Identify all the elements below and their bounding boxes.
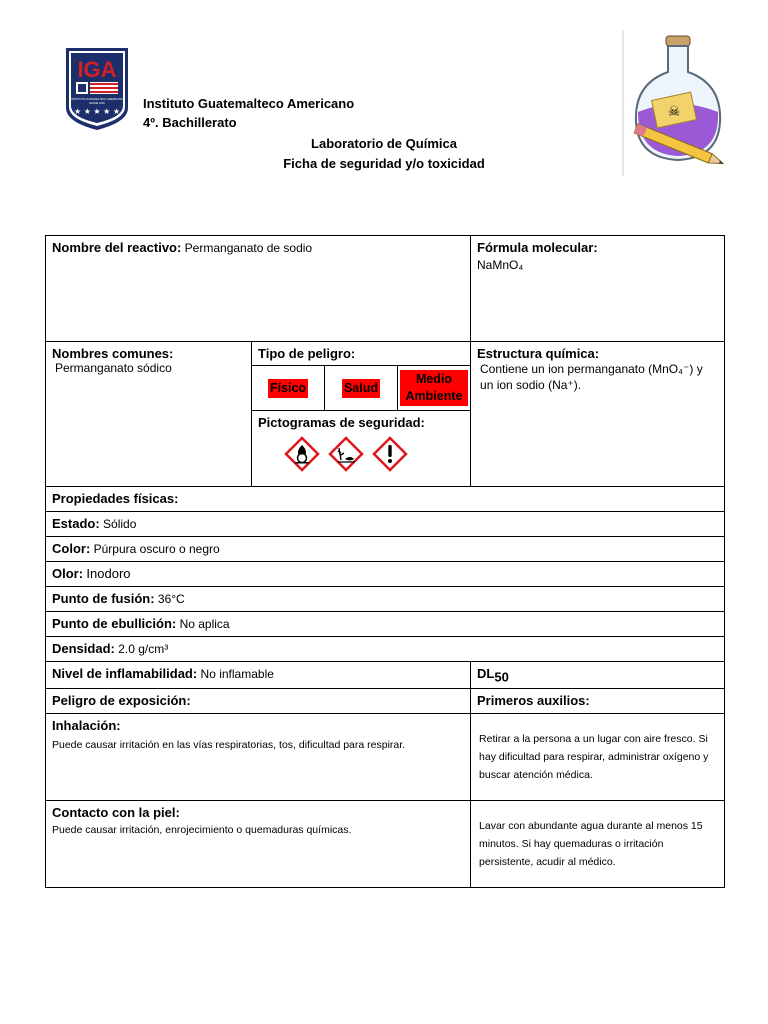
odor-value: Inodoro [86, 566, 131, 581]
exclamation-icon [372, 436, 408, 472]
flask-illustration [622, 30, 738, 176]
structure-value: Contiene un ion permanganato (MnO₄⁻) y un ion sodio (Na⁺). [480, 362, 703, 392]
boiling-row [46, 612, 725, 637]
common-names-label: Nombres comunes: [52, 346, 174, 361]
structure-cell [471, 342, 725, 487]
logo-year: DESDE 1945 [89, 102, 105, 105]
color-value: Púrpura oscuro o negro [93, 542, 220, 556]
dl50-cell [471, 662, 725, 689]
skin-contact-label: Contacto con la piel: [52, 805, 180, 821]
inhalation-cell [46, 714, 471, 801]
exposure-title: Peligro de exposición: [52, 693, 191, 709]
properties-title: Propiedades físicas: [52, 491, 179, 506]
hazard-environment: Medio Ambiente [400, 370, 468, 406]
skin-contact-cell [46, 801, 471, 888]
skin-aid: Lavar con abundante agua durante al menos 15 minutos. Si hay quemaduras o irritación persistente, acudir al médico. [479, 820, 703, 869]
inhalation-label: Inhalación: [52, 718, 121, 734]
melting-label: Punto de fusión: [52, 591, 155, 606]
common-names-value: Permanganato sódico [55, 361, 172, 375]
exposure-title-cell [46, 689, 471, 714]
dl50-subscript: 50 [494, 669, 509, 685]
logo-text: IGA [77, 57, 117, 82]
institution-name: Instituto Guatemalteco Americano [143, 96, 355, 111]
odor-row [46, 562, 725, 587]
formula-cell [471, 236, 725, 342]
hazard-type-label: Tipo de peligro: [258, 346, 356, 361]
state-value: Sólido [103, 517, 137, 531]
skin-contact-value: Puede causar irritación, enrojecimiento o quemaduras químicas. [52, 824, 352, 837]
odor-label: Olor: [52, 566, 84, 581]
formula-value: NaMnO₄ [477, 258, 524, 272]
hazard-cell [252, 342, 471, 487]
melting-row [46, 587, 725, 612]
logo-subtext: INSTITUTO GUATEMALTECO AMERICANO [71, 98, 123, 101]
density-row [46, 637, 725, 662]
safety-sheet-table [45, 235, 725, 888]
flammability-value: No inflamable [200, 667, 274, 681]
boiling-value: No aplica [179, 617, 230, 631]
color-label: Color: [52, 541, 91, 556]
environment-icon [328, 436, 364, 472]
inhalation-value: Puede causar irritación en las vías respiratorias, tos, dificultad para respirar. [52, 739, 406, 752]
flammability-row [46, 662, 471, 689]
reagent-name-value: Permanganato de sodio [184, 241, 313, 255]
hazard-physical: Físico [268, 379, 308, 398]
color-row [46, 537, 725, 562]
first-aid-title: Primeros auxilios: [477, 693, 590, 709]
svg-text:☠: ☠ [667, 104, 681, 120]
skin-aid-cell [471, 801, 725, 888]
formula-label: Fórmula molecular: [477, 240, 598, 255]
hazard-health: Salud [342, 379, 380, 398]
state-row [46, 512, 725, 537]
dl50-label: DL [477, 666, 495, 681]
boiling-label: Punto de ebullición: [52, 616, 177, 631]
flame-over-circle-icon [284, 436, 320, 472]
reagent-name-label: Nombre del reactivo: [52, 240, 182, 255]
density-label: Densidad: [52, 641, 115, 656]
density-value: 2.0 g/cm³ [118, 642, 169, 656]
sheet-title: Ficha de seguridad y/o toxicidad [283, 156, 485, 171]
first-aid-title-cell [471, 689, 725, 714]
flammability-label: Nivel de inflamabilidad: [52, 666, 198, 681]
structure-label: Estructura química: [477, 346, 600, 361]
svg-text:★ ★ ★ ★ ★: ★ ★ ★ ★ ★ [73, 107, 121, 116]
inhalation-aid: Retirar a la persona a un lugar con aire fresco. Si hay dificultad para respirar, administrar oxígeno y buscar atención médica. [479, 733, 709, 782]
grade-label: 4º. Bachillerato [143, 115, 237, 130]
reagent-name-cell [46, 236, 471, 342]
state-label: Estado: [52, 516, 100, 531]
inhalation-aid-cell [471, 714, 725, 801]
melting-value: 36°C [157, 592, 185, 606]
iga-logo [64, 46, 130, 132]
lab-title: Laboratorio de Química [311, 136, 457, 151]
common-names-cell [46, 342, 252, 487]
pictogram-label: Pictogramas de seguridad: [258, 415, 425, 430]
properties-title-cell [46, 487, 725, 512]
